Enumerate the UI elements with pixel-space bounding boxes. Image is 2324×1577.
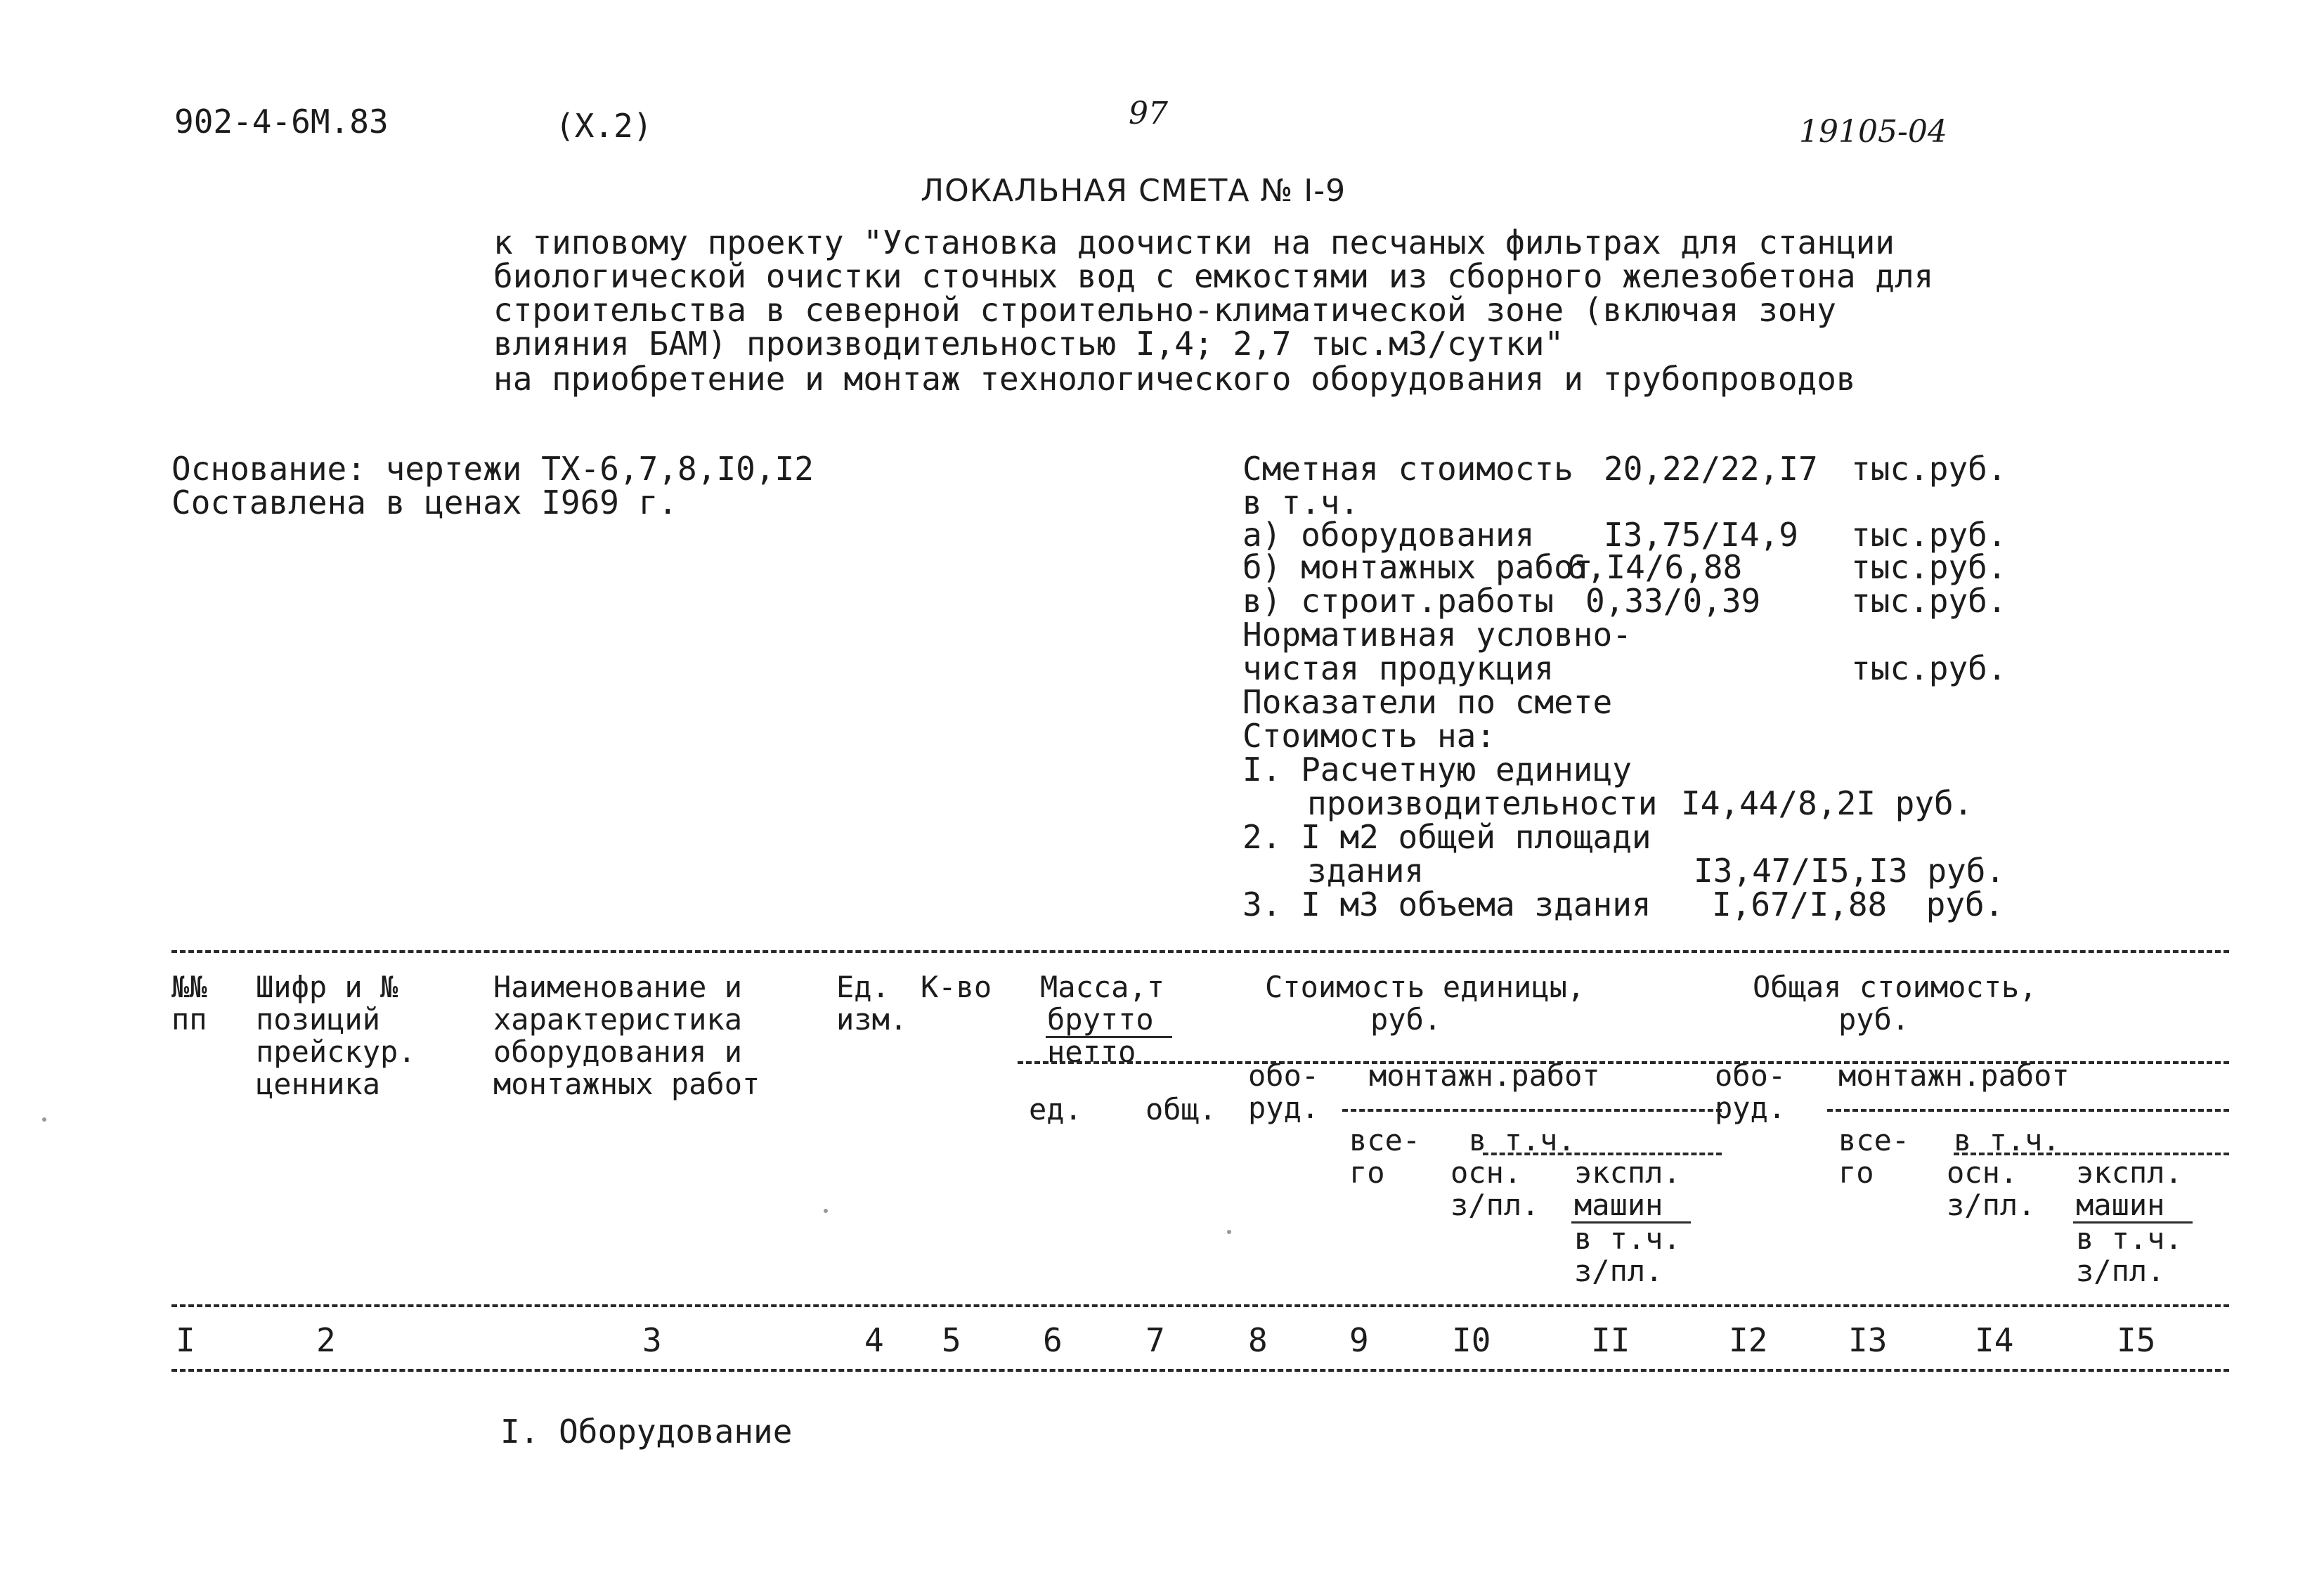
header-bottom-rule xyxy=(171,1304,2229,1307)
cost-for-label: Стоимость на: xyxy=(1242,717,1496,755)
mass-per-unit: ед. xyxy=(1029,1092,1082,1127)
total-installation-header: монтажн.работ xyxy=(1838,1058,2070,1093)
col-2-header: Шифр и № xyxy=(256,970,398,1004)
indicator-1-value: I4,44/8,2I руб. xyxy=(1681,784,1973,822)
unit-total-header: го xyxy=(1349,1155,1385,1190)
document-code: 902-4-6М.83 xyxy=(174,103,389,141)
column-number: I4 xyxy=(1975,1321,2014,1359)
cost-unit: тыс.руб. xyxy=(1851,516,2007,554)
including-label: в т.ч. xyxy=(1242,484,1360,521)
subtitle-line: влияния БАМ) производительностью I,4; 2,7 тыс.м3/сутки" xyxy=(493,325,1564,363)
col-3-header: характеристика xyxy=(493,1002,743,1037)
unit-incl-header: в т.ч. xyxy=(1469,1123,1576,1157)
equipment-cost-value: I3,75/I4,9 xyxy=(1604,516,1798,554)
cost-unit: тыс.руб. xyxy=(1851,582,2007,620)
col-1-header: пп xyxy=(171,1002,207,1037)
total-equipment-header: обо- xyxy=(1715,1058,1786,1093)
numbers-bottom-rule xyxy=(171,1369,2229,1372)
column-number: I3 xyxy=(1848,1321,1888,1359)
table-top-rule xyxy=(171,950,2229,953)
unit-wages-header: з/пл. xyxy=(1450,1188,1540,1222)
column-number: 2 xyxy=(316,1321,336,1359)
indicators-label: Показатели по смете xyxy=(1242,683,1613,721)
estimate-title: ЛОКАЛЬНАЯ СМЕТА № I-9 xyxy=(921,173,1346,209)
mass-total: общ. xyxy=(1145,1092,1217,1127)
column-number: 3 xyxy=(642,1321,662,1359)
indicator-1-label-2: производительности xyxy=(1307,784,1658,822)
normative-product-label-2: чистая продукция xyxy=(1242,649,1554,687)
scan-speck xyxy=(824,1209,828,1213)
total-cost-currency: руб. xyxy=(1838,1002,1910,1037)
total-wages-header: осн. xyxy=(1947,1155,2018,1190)
col-3-header: Наименование и xyxy=(493,970,743,1004)
unit-total-header: все- xyxy=(1349,1123,1421,1157)
unit-wages-header: осн. xyxy=(1450,1155,1522,1190)
header-subdivider xyxy=(1342,1109,1722,1112)
column-number: I0 xyxy=(1452,1321,1491,1359)
unit-installation-header: монтажн.работ xyxy=(1369,1058,1600,1093)
column-number: I5 xyxy=(2117,1321,2156,1359)
col-3-header: оборудования и xyxy=(493,1034,743,1069)
column-number: 7 xyxy=(1145,1321,1165,1359)
unit-cost-header: Стоимость единицы, xyxy=(1265,970,1585,1004)
col-1-header: №№ xyxy=(171,970,207,1004)
installation-cost-label: б) монтажных работ xyxy=(1242,548,1593,586)
scan-speck xyxy=(42,1117,46,1122)
column-number: 6 xyxy=(1043,1321,1063,1359)
total-machines-header: машин xyxy=(2076,1188,2165,1222)
total-cost-label: Сметная стоимость xyxy=(1242,450,1573,488)
column-number: I2 xyxy=(1729,1321,1768,1359)
total-incl-header: в т.ч. xyxy=(1954,1123,2060,1157)
unit-machines-wages: з/пл. xyxy=(1574,1254,1663,1288)
column-number: 4 xyxy=(864,1321,884,1359)
indicator-3-value: I,67/I,88 руб. xyxy=(1712,885,2004,923)
unit-equipment-header: руд. xyxy=(1248,1091,1320,1125)
column-number: II xyxy=(1591,1321,1630,1359)
cost-unit: тыс.руб. xyxy=(1851,548,2007,586)
section-heading: I. Оборудование xyxy=(500,1413,793,1451)
page-number: 97 xyxy=(1129,96,1168,131)
scan-speck xyxy=(1227,1230,1231,1234)
total-equipment-header: руд. xyxy=(1715,1091,1786,1125)
header-subdivider xyxy=(1827,1109,2229,1112)
total-total-header: все- xyxy=(1838,1123,1910,1157)
col-3-header: монтажных работ xyxy=(493,1067,760,1101)
mass-netto: нетто xyxy=(1047,1034,1136,1069)
col-4-header: Ед. xyxy=(836,970,890,1004)
col-4-header: изм. xyxy=(836,1002,908,1037)
column-number: 5 xyxy=(942,1321,961,1359)
indicator-1-label: I. Расчетную единицу xyxy=(1242,751,1632,788)
column-number: 9 xyxy=(1349,1321,1369,1359)
inventory-number: 19105-04 xyxy=(1799,114,1947,150)
col-5-header: К-во xyxy=(921,970,992,1004)
normative-product-unit: тыс.руб. xyxy=(1851,649,2007,687)
total-cost-header: Общая стоимость, xyxy=(1753,970,2037,1004)
total-machines-wages: в т.ч. xyxy=(2076,1221,2183,1256)
construction-cost-value: 0,33/0,39 xyxy=(1585,582,1761,620)
album-number: (X.2) xyxy=(555,107,653,145)
column-number: I xyxy=(176,1321,195,1359)
col-2-header: позиций xyxy=(256,1002,381,1037)
column-number: 8 xyxy=(1248,1321,1268,1359)
cost-unit: тыс.руб. xyxy=(1851,450,2007,488)
total-wages-header: з/пл. xyxy=(1947,1188,2036,1222)
basis-prices: Составлена в ценах I969 г. xyxy=(171,484,678,521)
mass-header: Масса,т xyxy=(1040,970,1165,1004)
col-2-header: прейскур. xyxy=(256,1034,416,1069)
subtitle-line: строительства в северной строительно-климатической зоне (включая зону xyxy=(493,291,1836,329)
subtitle-line: на приобретение и монтаж технологического оборудования и трубопроводов xyxy=(493,360,1856,398)
normative-product-label: Нормативная условно- xyxy=(1242,616,1632,654)
total-total-header: го xyxy=(1838,1155,1874,1190)
unit-machines-header: экспл. xyxy=(1574,1155,1681,1190)
total-machines-header: экспл. xyxy=(2076,1155,2183,1190)
total-cost-value: 20,22/22,I7 xyxy=(1604,450,1818,488)
construction-cost-label: в) строит.работы xyxy=(1242,582,1554,620)
unit-cost-currency: руб. xyxy=(1370,1002,1442,1037)
total-machines-wages: з/пл. xyxy=(2076,1254,2165,1288)
indicator-2-label-2: здания xyxy=(1307,852,1424,890)
subtitle-line: к типовому проекту "Установка доочистки на песчаных фильтрах для станции xyxy=(493,223,1895,261)
subtitle-line: биологической очистки сточных вод с емкостями из сборного железобетона для xyxy=(493,257,1934,295)
installation-cost-value: 6,I4/6,88 xyxy=(1567,548,1743,586)
equipment-cost-label: а) оборудования xyxy=(1242,516,1535,554)
indicator-2-value: I3,47/I5,I3 руб. xyxy=(1694,852,2006,890)
unit-equipment-header: обо- xyxy=(1248,1058,1320,1093)
basis-drawings: Основание: чертежи ТХ-6,7,8,I0,I2 xyxy=(171,450,814,488)
col-2-header: ценника xyxy=(256,1067,381,1101)
unit-machines-wages: в т.ч. xyxy=(1574,1221,1681,1256)
indicator-3-label: 3. I м3 объема здания xyxy=(1242,885,1651,923)
indicator-2-label: 2. I м2 общей площади xyxy=(1242,818,1651,856)
mass-brutto: брутто xyxy=(1047,1002,1154,1037)
unit-machines-header: машин xyxy=(1574,1188,1663,1222)
